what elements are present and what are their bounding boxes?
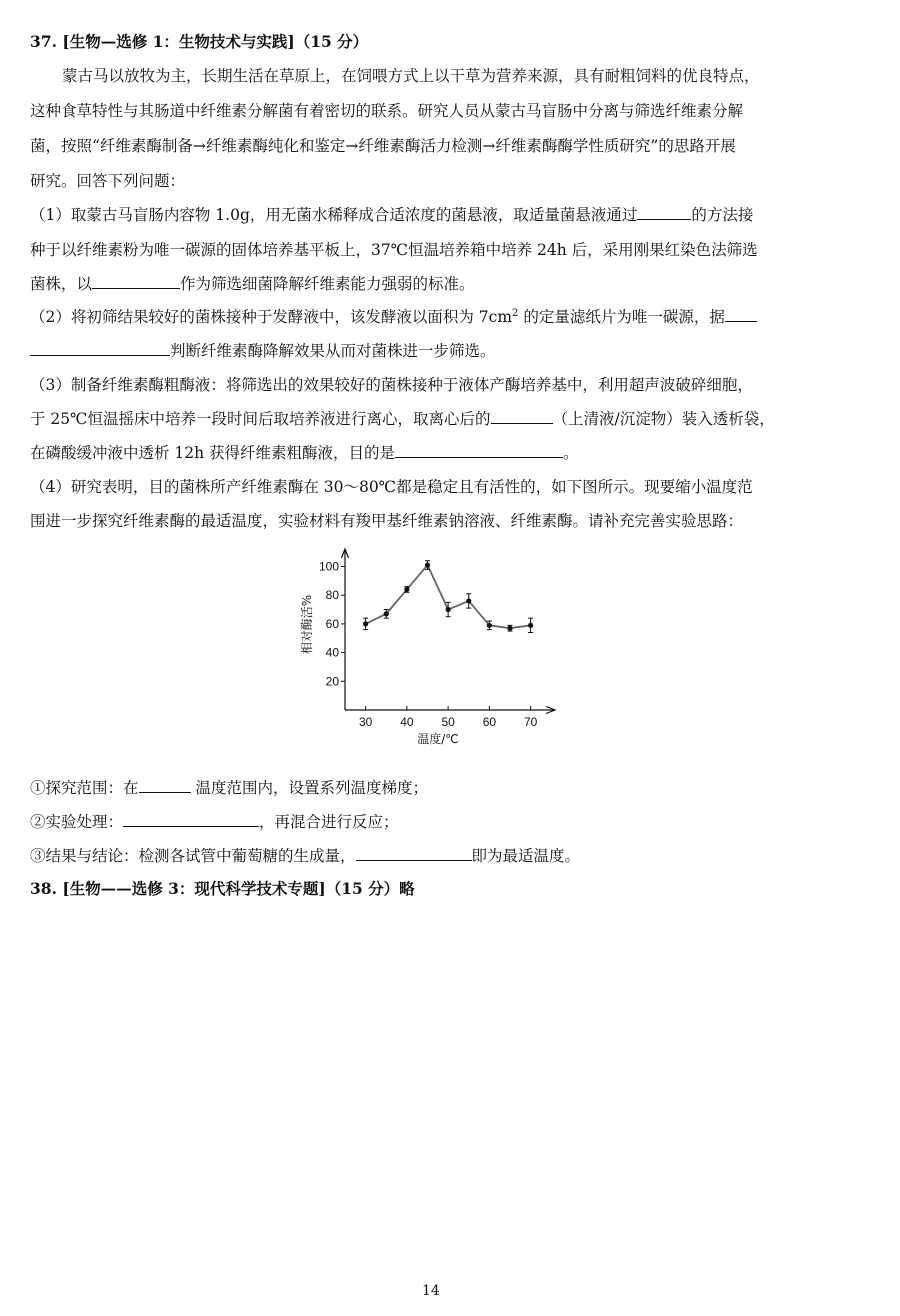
sub2-text-c: 判断纤维素酶降解效果从而对菌株进一步筛选。 <box>170 342 496 360</box>
answer-blank-7[interactable] <box>123 812 259 827</box>
intro-line-3: 菌，按照“纤维素酶制备→纤维素酶纯化和鉴定→纤维素酶活力检测→纤维素酶酶学性质研究”的思路开展 <box>30 137 736 155</box>
answer-blank-4[interactable] <box>491 409 553 424</box>
data-point <box>384 611 389 616</box>
sub4-line-2: 围进一步探究纤维素酶的最适温度，实验材料有羧甲基纤维素钠溶液、纤维素酶。请补充完善实验思路： <box>30 512 744 530</box>
y-tick-label: 20 <box>325 674 339 689</box>
data-point <box>466 598 471 603</box>
enzyme-activity-chart <box>290 545 580 755</box>
sub1-text-a: （1）取蒙古马盲肠内容物 1.0g，用无菌水稀释成合适浓度的菌悬液，取适量菌悬液通过 <box>30 206 638 224</box>
x-tick-label: 30 <box>358 715 373 729</box>
sub3-text-a: 于 25℃恒温摇床中培养一段时间后取培养液进行离心，取离心后的 <box>30 410 491 428</box>
item-1-text-b: 温度范围内，设置系列温度梯度； <box>190 779 428 797</box>
data-point <box>404 587 409 592</box>
x-axis-title: 温度/℃ <box>417 732 459 746</box>
data-point <box>487 623 492 628</box>
data-point <box>528 623 533 628</box>
item-2-line <box>30 810 399 832</box>
item-2-text-a: ②实验处理： <box>30 813 124 831</box>
sub3-text-b: （上清液/沉淀物）装入透析袋， <box>552 410 775 428</box>
y-tick-label: 60 <box>325 616 339 631</box>
x-tick-label: 50 <box>441 715 455 729</box>
answer-blank-6[interactable] <box>139 778 191 793</box>
data-point <box>425 562 430 567</box>
intro-line-1: 蒙古马以放牧为主，长期生活在草原上，在饲喂方式上以干草为营养来源，具有耐粗饲料的优良特点， <box>62 67 760 85</box>
sub4-line-1: （4）研究表明，目的菌株所产纤维素酶在 30～80℃都是稳定且有活性的，如下图所示。现要缩小温度范 <box>30 478 753 496</box>
y-axis-title: 相对酶活% <box>300 594 314 655</box>
sub3-text-d: 。 <box>563 444 579 462</box>
answer-blank-3a[interactable] <box>725 307 757 322</box>
sub1-line-2: 种于以纤维素粉为唯一碳源的固体培养基平板上，37℃恒温培养箱中培养 24h 后，采用刚果红染色法筛选 <box>30 241 758 259</box>
answer-blank-3b[interactable] <box>30 341 170 356</box>
x-tick-label: 60 <box>482 715 497 729</box>
item-1-text-a: ①探究范围：在 <box>30 779 139 797</box>
sub2-text-a: （2）将初筛结果较好的菌株接种于发酵液中，该发酵液以面积为 7cm <box>30 308 513 326</box>
data-line <box>366 565 531 628</box>
sub2-line-1 <box>30 305 757 327</box>
page-number: 14 <box>422 1283 440 1299</box>
chart-marks <box>363 561 533 633</box>
x-tick-label: 40 <box>400 715 414 729</box>
x-tick-label: 70 <box>523 715 538 729</box>
data-point <box>363 621 368 626</box>
answer-blank-8[interactable] <box>356 846 472 861</box>
answer-blank-2[interactable] <box>92 274 180 289</box>
answer-blank-1[interactable] <box>637 205 691 220</box>
sub1-line-3 <box>30 272 475 294</box>
item-2-text-b: ，再混合进行反应； <box>259 813 399 831</box>
answer-blank-5[interactable] <box>395 443 563 458</box>
question-38-title: 38. [生物——选修 3：现代科学技术专题]（15 分）略 <box>30 879 415 898</box>
sub1-text-b: 的方法接 <box>691 206 754 224</box>
item-1-line <box>30 776 428 798</box>
sub3-line-1: （3）制备纤维素酶粗酶液：将筛选出的效果较好的菌株接种于液体产酶培养基中，利用超声波破碎细胞， <box>30 376 753 394</box>
superscript: 2 <box>512 307 519 319</box>
y-tick-label: 80 <box>325 588 339 603</box>
sub1-line-1 <box>30 203 753 225</box>
item-3-text-b: 即为最适温度。 <box>471 847 581 865</box>
intro-line-2: 这种食草特性与其肠道中纤维素分解菌有着密切的联系。研究人员从蒙古马盲肠中分离与筛选纤维素分解 <box>30 102 744 120</box>
item-3-text-a: ③结果与结论：检测各试管中葡萄糖的生成量， <box>30 847 356 865</box>
sub1-text-c: 菌株，以 <box>30 275 93 293</box>
sub1-text-d: 作为筛选细菌降解纤维素能力强弱的标准。 <box>180 275 475 293</box>
y-tick-label: 100 <box>318 559 339 574</box>
chart-axes <box>299 549 555 746</box>
intro-line-4: 研究。回答下列问题： <box>30 172 186 190</box>
y-tick-label: 40 <box>325 645 339 660</box>
question-37-title: 37. [生物—选修 1：生物技术与实践]（15 分） <box>30 32 369 51</box>
data-point <box>446 607 451 612</box>
sub3-text-c: 在磷酸缓冲液中透析 12h 获得纤维素粗酶液，目的是 <box>30 444 396 462</box>
sub2-line-2 <box>30 339 496 361</box>
sub2-text-b: 的定量滤纸片为唯一碳源，据 <box>518 308 725 326</box>
sub3-line-2 <box>30 407 775 429</box>
sub3-line-3 <box>30 441 579 463</box>
data-point <box>507 626 512 631</box>
item-3-line <box>30 844 580 866</box>
